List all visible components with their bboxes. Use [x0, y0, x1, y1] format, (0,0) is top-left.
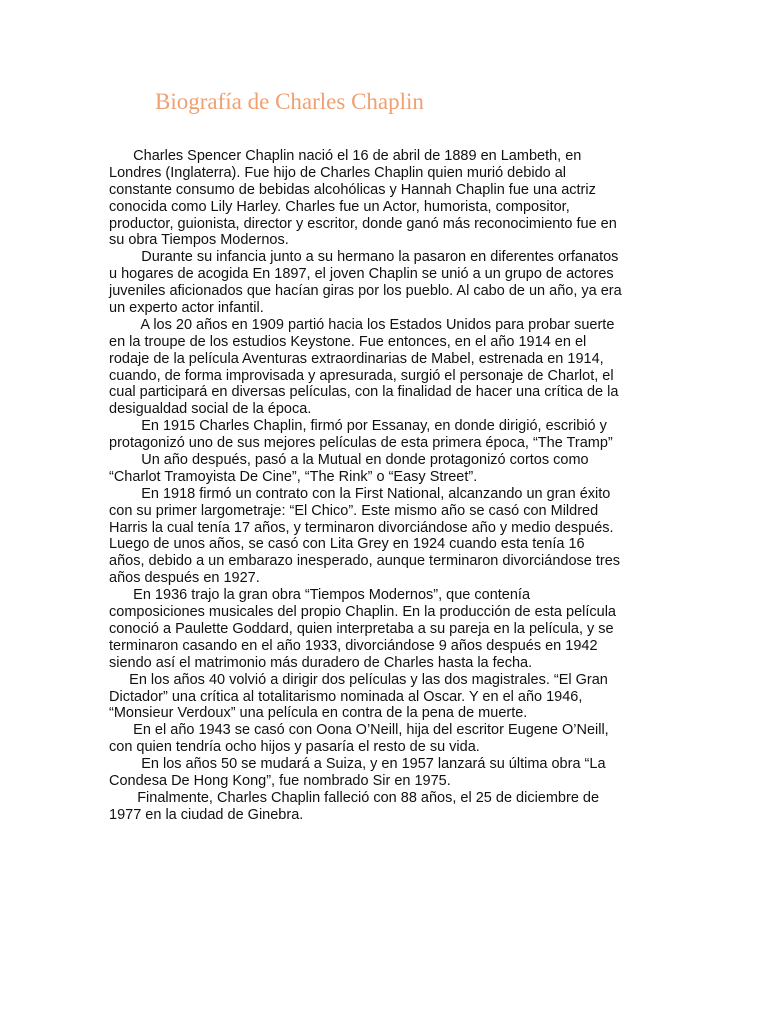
text-line: En 1915 Charles Chaplin, firmó por Essanay, en donde dirigió, escribió y	[109, 418, 607, 435]
text-line: En 1936 trajo la gran obra “Tiempos Modernos”, que contenía	[109, 587, 531, 604]
text-line: Londres (Inglaterra). Fue hijo de Charles Chaplin quien murió debido al	[109, 164, 567, 181]
text-line: juveniles aficionados que hacían giras por los pueblo. Al cabo de un año, ya era	[109, 283, 622, 300]
text-line: “Charlot Tramoyista De Cine”, “The Rink” o “Easy Street”.	[109, 468, 478, 485]
text-line: En el año 1943 se casó con Oona O’Neill, hija del escritor Eugene O’Neill,	[109, 722, 609, 739]
text-line: 1977 en la ciudad de Ginebra.	[109, 806, 304, 823]
text-line: Dictador” una crítica al totalitarismo nominada al Oscar. Y en el año 1946,	[109, 688, 583, 705]
text-line: años, debido a un embarazo inesperado, aunque terminaron divorciándose tres	[109, 553, 621, 570]
text-line: con su primer largometraje: “El Chico”. Este mismo año se casó con Mildred	[109, 502, 599, 519]
text-line: desigualdad social de la época.	[109, 401, 312, 418]
text-line: cual participará en diversas películas, con la finalidad de hacer una crítica de la	[109, 384, 619, 401]
text-line: su obra Tiempos Modernos.	[109, 232, 289, 249]
text-line: productor, guionista, director y escritor, donde ganó más reconocimiento fue en	[109, 215, 617, 232]
text-line: con quien tendría ocho hijos y pasaría el resto de su vida.	[109, 739, 480, 756]
text-line: A los 20 años en 1909 partió hacia los Estados Unidos para probar suerte	[109, 316, 615, 333]
text-line: terminaron casando en el año 1933, divorciándose 9 años después en 1942	[109, 637, 598, 654]
text-line: Charles Spencer Chaplin nació el 16 de abril de 1889 en Lambeth, en	[109, 148, 582, 164]
text-line: u hogares de acogida En 1897, el joven Chaplin se unió a un grupo de actores	[109, 266, 614, 283]
text-line: Luego de unos años, se casó con Lita Grey en 1924 cuando esta tenía 16	[109, 536, 585, 553]
text-line: conoció a Paulette Goddard, quien interpretaba a su pareja en la película, y se	[109, 620, 614, 637]
text-line: Durante su infancia junto a su hermano la pasaron en diferentes orfanatos	[109, 249, 619, 266]
text-line: “Monsieur Verdoux” una película en contra de la pena de muerte.	[109, 705, 528, 722]
text-line: En los años 40 volvió a dirigir dos películas y las dos magistrales. “El Gran	[109, 671, 608, 688]
text-line: rodaje de la película Aventuras extraordinarias de Mabel, estrenada en 1914,	[109, 350, 604, 367]
text-line: cuando, de forma improvisada y apresurada, surgió el personaje de Charlot, el	[109, 367, 614, 384]
text-line: composiciones musicales del propio Chaplin. En la producción de esta película	[109, 604, 616, 621]
text-line: constante consumo de bebidas alcohólicas y Hannah Chaplin fue una actriz	[109, 181, 596, 198]
document-body	[109, 148, 661, 824]
text-line: conocida como Lily Harley. Charles fue un Actor, humorista, compositor,	[109, 198, 570, 215]
text-line: En los años 50 se mudará a Suiza, y en 1957 lanzará su última obra “La	[109, 756, 606, 773]
document-title: Biografía de Charles Chaplin	[155, 89, 424, 114]
text-line: Condesa De Hong Kong”, fue nombrado Sir en 1975.	[109, 772, 451, 789]
text-line: Un año después, pasó a la Mutual en donde protagonizó cortos como	[109, 452, 589, 469]
text-line: En 1918 firmó un contrato con la First National, alcanzando un gran éxito	[109, 485, 611, 502]
text-line: Harris la cual tenía 17 años, y terminaron divorciándose año y medio después.	[109, 519, 614, 536]
text-line: Finalmente, Charles Chaplin falleció con 88 años, el 25 de diciembre de	[109, 789, 600, 806]
text-line: años después en 1927.	[109, 570, 260, 587]
text-line: protagonizó uno de sus mejores películas de esta primera época, “The Tramp”	[109, 435, 613, 452]
text-line: un experto actor infantil.	[109, 300, 264, 317]
text-line: siendo así el matrimonio más duradero de Charles hasta la fecha.	[109, 654, 533, 671]
text-line: en la troupe de los estudios Keystone. Fue entonces, en el año 1914 en el	[109, 333, 587, 350]
